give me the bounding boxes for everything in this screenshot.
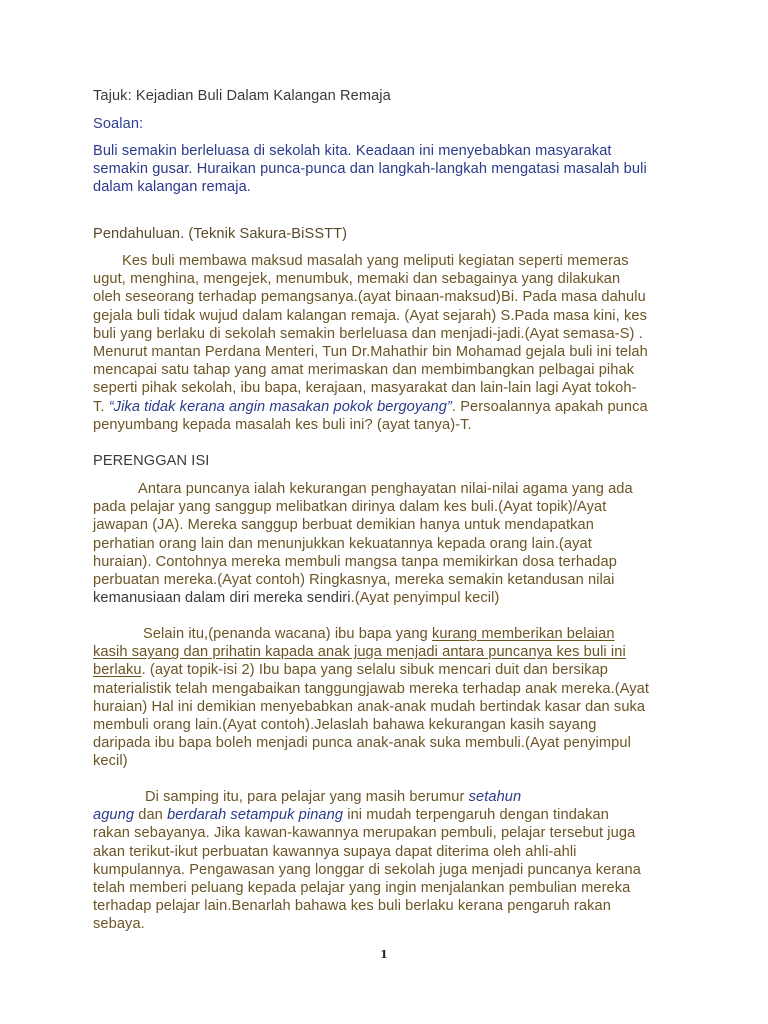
body-paragraph-1 [93,480,693,607]
line-lead: Di samping itu, para pelajar yang masih berumur [145,789,469,805]
body-heading-text: PERENGGAN ISI [93,453,210,469]
paragraph-line-underlined [93,643,693,661]
underlined-topic: kasih sayang dan prihatin kapada anak juga menjadi antara puncanya kes buli ini [93,644,626,661]
quote-suffix: . Persoalannya apakah punca [451,398,648,415]
question-label [93,115,693,133]
underlined-topic: kurang memberikan belaian [431,626,615,642]
line-mid: dan [134,807,168,824]
paragraph-line: pada pelajar yang sanggup melibatkan dirinya dalam kes buli.(Ayat topik)/Ayat [93,499,607,516]
question-line: Buli semakin berleluasa di sekolah kita. Keadaan ini menyebabkan masyarakat [93,143,612,159]
introduction-heading-text: Pendahuluan. (Teknik Sakura-BiSSTT) [93,226,348,242]
paragraph-line: Antara puncanya ialah kekurangan penghayatan nilai-nilai agama yang ada [138,481,633,497]
paragraph-line-mixed [93,661,693,679]
question-text [93,142,693,197]
idiom-phrase: setahun [468,789,522,805]
quote-prefix: T. [93,398,109,415]
paragraph-line: kumpulannya. Pengawasan yang longgar di sekolah juga menjadi puncanya kerana [93,861,641,878]
paragraph-line: terhadap pelajar lain.Benarlah bahawa kes buli berlaku kerana pengaruh rakan [93,898,611,915]
line-lead: Selain itu,(penanda wacana) ibu bapa yang [143,626,432,642]
underlined-topic: berlaku [93,662,142,679]
paragraph-line: materialistik telah mengabaikan tanggungjawab mereka terhadap anak mereka.(Ayat [93,680,650,697]
paragraph-line: daripada ibu bapa boleh menjadi punca anak-anak suka membuli.(Ayat penyimpul [93,735,631,752]
paragraph-line: kecil) [93,753,128,770]
idiom-phrase: agung [93,807,135,824]
body-heading [93,452,693,470]
question-line: dalam kalangan remaja. [93,179,251,196]
conclusion-phrase: kemanusiaan dalam diri mereka sendiri [93,590,351,607]
conclusion-note: .(Ayat penyimpul kecil) [350,590,500,607]
question-label-text: Soalan: [93,116,144,132]
line-rest: . (ayat topik-isi 2) Ibu bapa yang selalu sibuk mencari duit dan bersikap [141,662,609,679]
paragraph-line: rakan sebayanya. Jika kawan-kawannya merupakan pembuli, pelajar tersebut juga [93,825,636,842]
paragraph-line: Menurut mantan Perdana Menteri, Tun Dr.Mahathir bin Mohamad gejala buli ini telah [93,344,648,361]
line-rest: ini mudah terpengaruh dengan tindakan [343,807,609,824]
question-line: semakin gusar. Huraikan punca-punca dan langkah-langkah mengatasi masalah buli [93,161,647,178]
paragraph-line: membuli orang lain.(Ayat contoh).Jelaslah bahawa kekurangan kasih sayang [93,717,597,734]
paragraph-line: mencapai satu tahap yang amat merimaskan dan membimbangkan pelbagai pihak [93,362,635,379]
paragraph-line: sebaya. [93,916,145,933]
body-paragraph-2 [93,625,693,771]
paragraph-line: penyumbang kepada masalah kes buli ini? (ayat tanya)-T. [93,416,472,433]
paragraph-line-last [93,589,693,607]
title-text: Tajuk: Kejadian Buli Dalam Kalangan Remaja [93,88,391,104]
paragraph-line: buli yang berlaku di sekolah semakin berleluasa dan menjadi-jadi.(Ayat semasa-S) . [93,325,643,342]
paragraph-line: telah memberi peluang kepada pelajar yang ingin menjalankan pembulian mereka [93,880,631,897]
paragraph-line: akan terikut-ikut perbuatan kawannya supaya dapat diterima oleh ahli-ahli [93,843,577,860]
introduction-paragraph [93,252,693,434]
paragraph-line: perbuatan mereka.(Ayat contoh) Ringkasnya, mereka semakin ketandusan nilai [93,572,615,589]
paragraph-line: huraian). Contohnya mereka membuli mangsa tanpa memikirkan dosa terhadap [93,553,617,570]
paragraph-line: Kes buli membawa maksud masalah yang meliputi kegiatan seperti memeras [122,253,629,269]
paragraph-line-mixed [93,806,693,824]
document-title [93,87,693,105]
paragraph-line-quote [93,398,693,416]
peribahasa-quote: “Jika tidak kerana angin masakan pokok bergoyang” [108,398,452,415]
paragraph-line: perhatian orang lain dan menunjukkan kekuatannya kepada orang lain.(ayat [93,535,592,552]
paragraph-line: jawapan (JA). Mereka sanggup berbuat demikian hanya untuk mendapatkan [93,517,594,534]
paragraph-line: gejala buli tidak wujud dalam kalangan remaja. (Ayat sejarah) S.Pada masa kini, kes [93,307,647,324]
paragraph-line-first [93,788,693,806]
paragraph-line: ugut, menghina, mengejek, menumbuk, memaki dan sebagainya yang dilakukan [93,271,621,288]
paragraph-line: seperti pihak sekolah, ibu bapa, kerajaan, masyarakat dan lain-lain lagi Ayat tokoh- [93,380,637,397]
idiom-phrase: berdarah setampuk pinang [167,807,344,824]
paragraph-line: huraian) Hal ini demikian menyebabkan anak-anak mudah bertindak kasar dan suka [93,698,646,715]
paragraph-line-first [93,625,693,643]
paragraph-line: oleh seseorang terhadap pemangsanya.(ayat binaan-maksud)Bi. Pada masa dahulu [93,289,646,306]
body-paragraph-3 [93,788,693,934]
page-number: 1 [380,948,388,961]
introduction-heading [93,225,693,243]
